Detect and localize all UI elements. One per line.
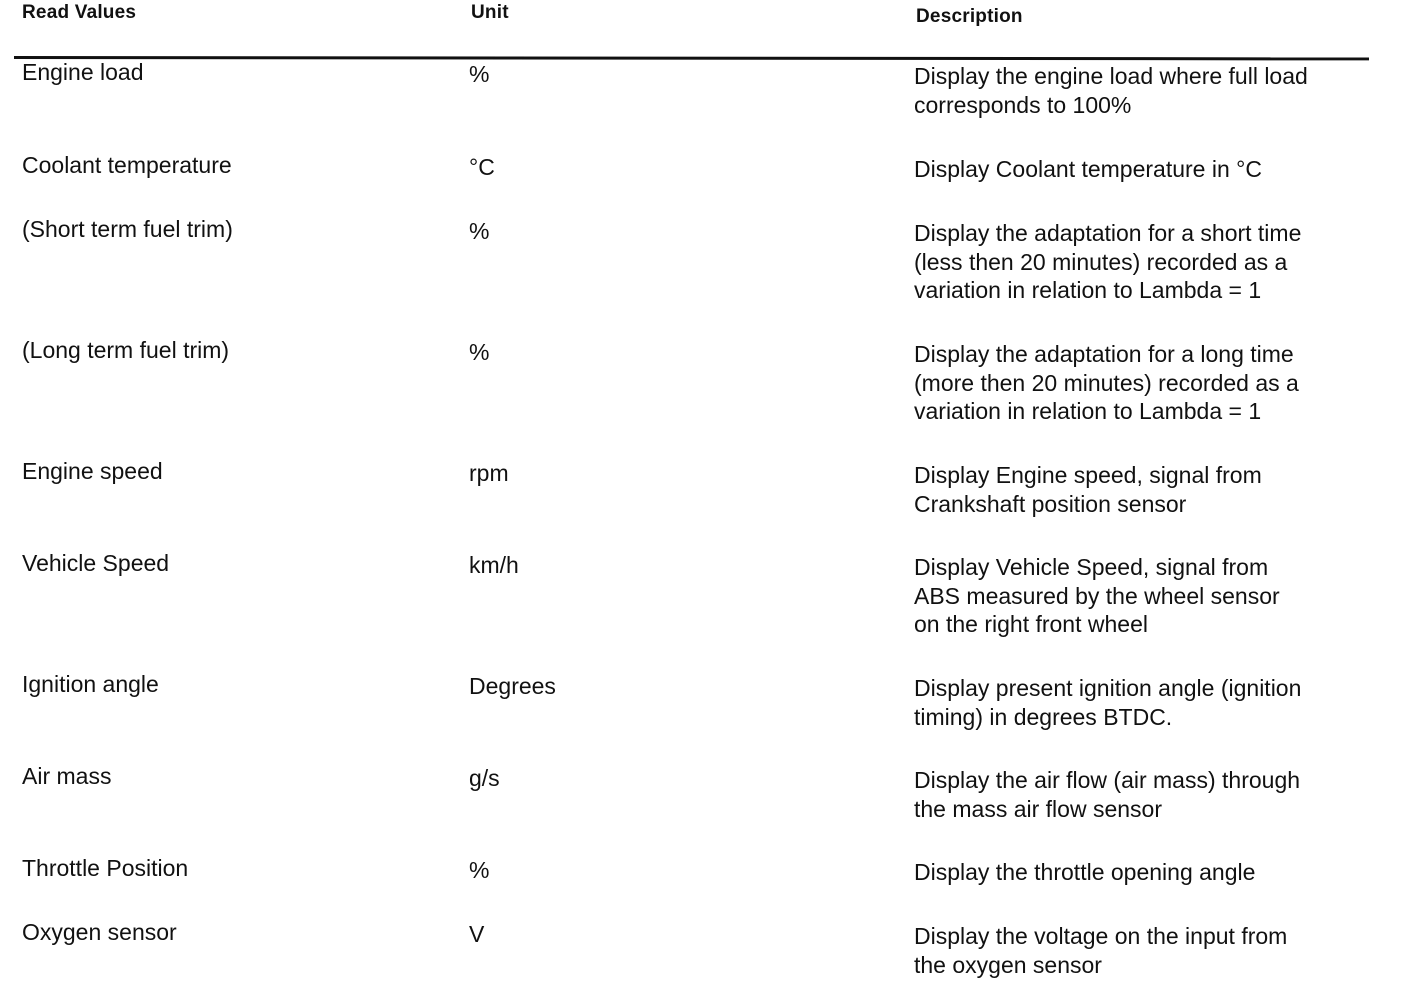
row-description: [914, 155, 1394, 184]
row-unit: km/h: [469, 552, 519, 578]
description-line: timing) in degrees BTDC.: [914, 703, 1173, 730]
row-description: [914, 340, 1394, 426]
row-unit: %: [469, 218, 490, 244]
row-description: [914, 62, 1394, 119]
description-line: on the right front wheel: [914, 611, 1148, 637]
description-line: Display the adaptation for a long time: [914, 341, 1294, 367]
row-description: [914, 858, 1394, 887]
row-description: [914, 219, 1394, 305]
description-line: the mass air flow sensor: [914, 795, 1162, 822]
header-read-values: Read Values: [22, 2, 137, 23]
description-line: Display the engine load where full load: [914, 63, 1308, 89]
description-line: Display present ignition angle (ignition: [914, 675, 1302, 701]
row-name: Oxygen sensor: [22, 919, 177, 945]
description-line: ABS measured by the wheel sensor: [914, 582, 1280, 609]
row-unit: g/s: [469, 765, 500, 791]
description-line: corresponds to 100%: [914, 91, 1132, 118]
description-line: Display Vehicle Speed, signal from: [914, 554, 1269, 580]
description-line: Crankshaft position sensor: [914, 490, 1187, 517]
row-unit: rpm: [469, 460, 509, 486]
row-description: [914, 922, 1394, 979]
row-unit: %: [469, 61, 490, 87]
description-line: (less then 20 minutes) recorded as a: [914, 248, 1288, 275]
description-line: Display the adaptation for a short time: [914, 220, 1302, 246]
row-name: Ignition angle: [22, 671, 159, 697]
description-line: (more then 20 minutes) recorded as a: [914, 369, 1299, 396]
row-description: [914, 674, 1394, 731]
row-name: (Short term fuel trim): [22, 216, 233, 242]
header-divider: [14, 56, 1369, 60]
description-line: Display the air flow (air mass) through: [914, 767, 1301, 793]
description-line: the oxygen sensor: [914, 951, 1102, 978]
row-description: [914, 461, 1394, 518]
row-unit: %: [469, 857, 490, 883]
row-description: [914, 553, 1394, 639]
row-description: [914, 766, 1394, 823]
description-line: Display Coolant temperature in °C: [914, 156, 1262, 182]
header-description: Description: [916, 6, 1023, 27]
row-name: Coolant temperature: [22, 152, 232, 178]
row-unit: V: [469, 921, 485, 947]
description-line: variation in relation to Lambda = 1: [914, 277, 1262, 303]
row-name: (Long term fuel trim): [22, 337, 230, 363]
row-unit: %: [469, 339, 490, 365]
row-name: Air mass: [22, 763, 112, 789]
row-name: Engine speed: [22, 458, 163, 484]
row-name: Throttle Position: [22, 855, 189, 881]
header-unit: Unit: [471, 2, 509, 23]
row-unit: Degrees: [469, 673, 556, 699]
description-line: variation in relation to Lambda = 1: [914, 398, 1262, 424]
row-unit: °C: [469, 154, 495, 180]
row-name: Vehicle Speed: [22, 550, 170, 576]
description-line: Display the voltage on the input from: [914, 923, 1288, 949]
description-line: Display Engine speed, signal from: [914, 462, 1262, 488]
description-line: Display the throttle opening angle: [914, 859, 1256, 885]
row-name: Engine load: [22, 59, 144, 85]
